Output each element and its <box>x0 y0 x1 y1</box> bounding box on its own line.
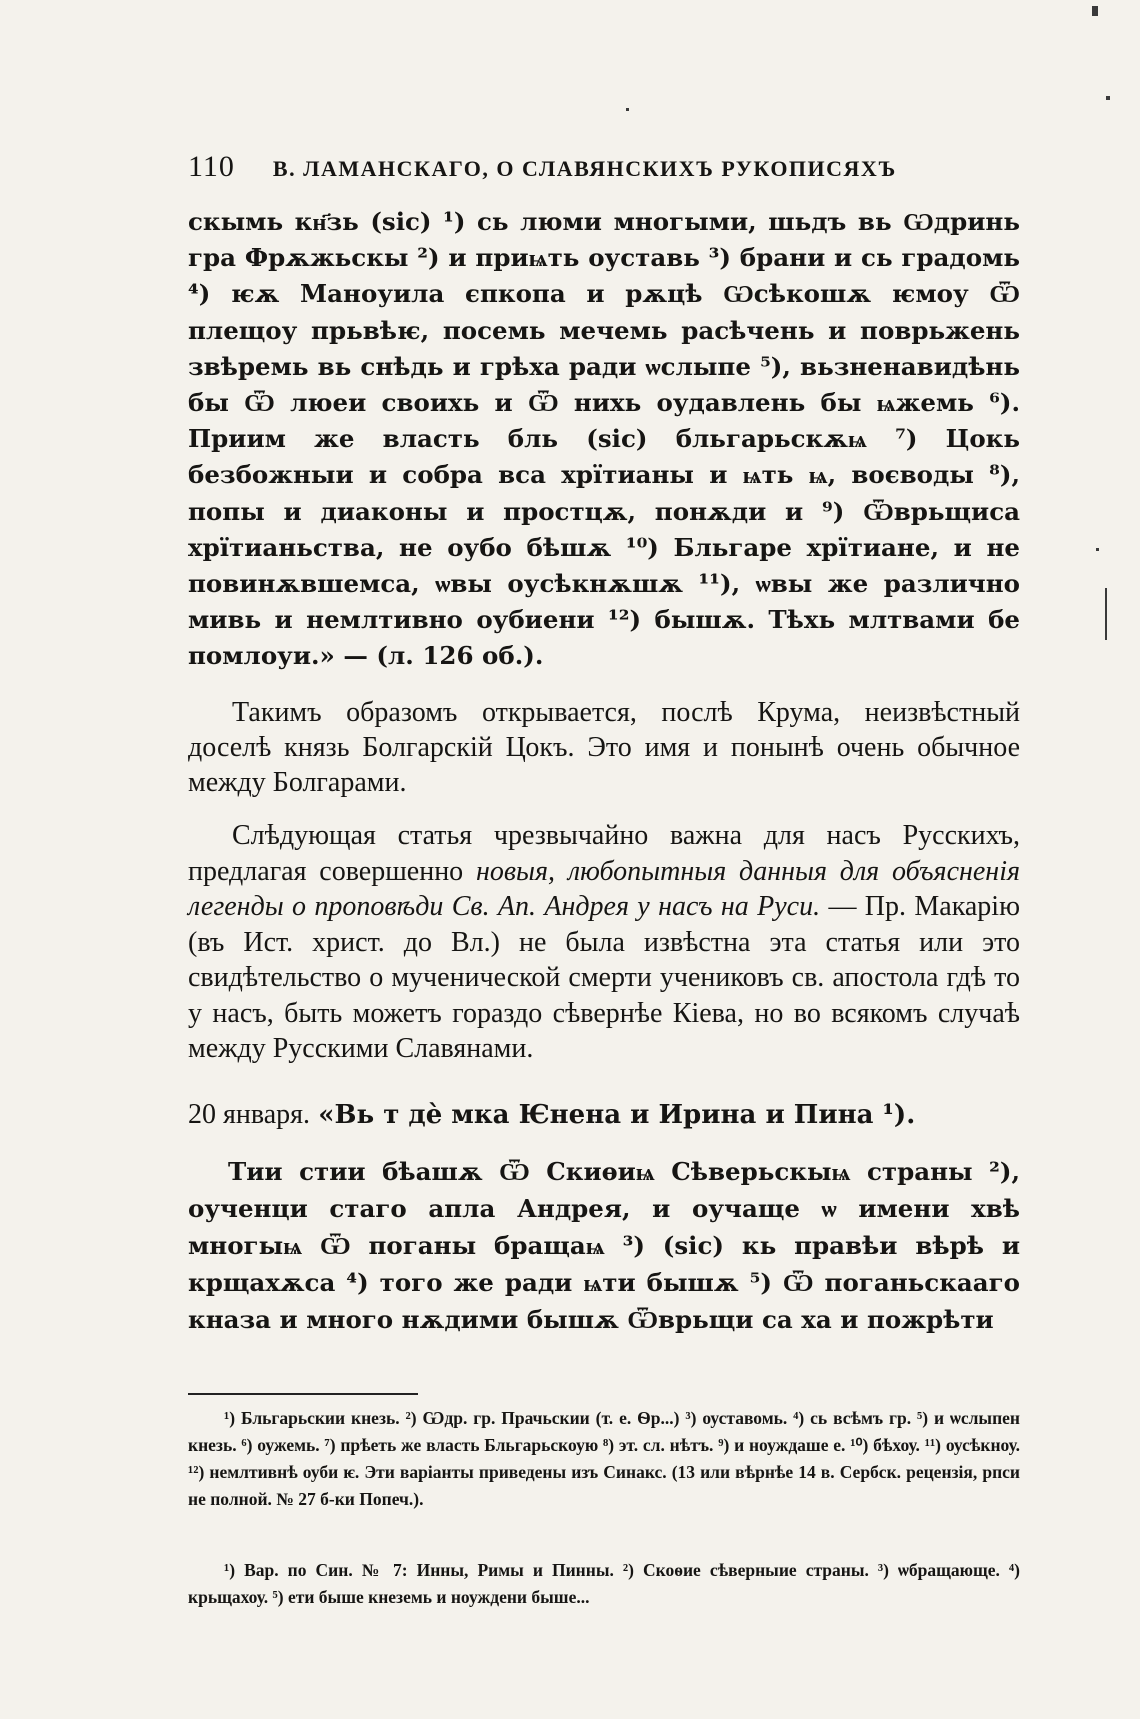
paragraph-andrew-rest: — Пр. Макарію (въ Ист. христ. до Вл.) не была извѣстна эта статья или это свидѣтельство о мученической смерти учениковъ св. апостола гдѣ то у насъ, быть можетъ гораздо сѣвернѣе Кіева, но во всякомъ случаѣ между Русскими Славянами. <box>188 891 1020 1064</box>
slavonic-passage-2: Тии стии бѣашѫ Ѿ Скиѳиѩ Сѣверьскыѩ страны ²), оученци стаго апла Андрея, и оучаще ѡ имени хвѣ многыѩ Ѿ поганы бращаѩ ³) (sic) кь правѣи вѣрѣ и крщахѫса ⁴) того же ради ѩти бышѫ ⁵) Ѿ поганьскааго кназа и много нѫдими бышѫ Ѿврьщи са ха и пожрѣти <box>188 1157 1020 1334</box>
speck-top-right <box>1092 6 1098 16</box>
running-header <box>188 150 1028 184</box>
entry-date: 20 января. <box>188 1099 311 1130</box>
edge-line-right <box>1105 588 1107 640</box>
paragraph-andrew-legend <box>188 818 1020 1067</box>
page-number: 110 <box>188 150 235 183</box>
speck-mid-right <box>1096 548 1099 551</box>
entry-heading <box>188 1098 1020 1132</box>
entry-title: «Вь т дѐ мка Ѥнена и Ирина и Пина ¹). <box>318 1100 916 1130</box>
running-title: В. ЛАМАНСКАГО, О СЛАВЯНСКИХЪ РУКОПИСЯХЪ <box>272 156 897 181</box>
speck-right-margin <box>1106 96 1110 100</box>
paragraph-andrew-italic: новыя, любопытныя данныя для объясненія легенды о проповѣди Св. Ап. Андрея у насъ на Руси. <box>188 855 1020 922</box>
footnote-rule <box>188 1393 418 1395</box>
speck-header-dot <box>626 108 629 111</box>
footnotes-first: ¹) Бльгарьскии кнезь. ²) Ѡдр. гр. Прачьскии (т. е. Ѳр...) ³) оуставомь. ⁴) сь всѣмъ гр. ⁵) и ѡслыпен кнезь. ⁶) оужемь. ⁷) прѣеть же власть Бльгарьскоую ⁸) эт. сл. нѣтъ. ⁹) и ноуждаше е. ¹⁰) бѣхоу. ¹¹) оусѣкноу. ¹²) немлтивнѣ оуби ѥ. Эти варіанты приведены изъ Синакс. (13 или вѣрнѣе 14 в. Сербск. рецензія, рпси не полной. № 27 б-ки Попеч.). <box>188 1408 1020 1509</box>
paragraph-andrew-start: Слѣдующая статья чрезвычайно важна для насъ Русскихъ, предлагая совершенно <box>188 820 1020 887</box>
slavonic-passage: скымь кн҃зь (sic) ¹) сь люми многыми, шьдъ вь Ѡдринь гра Фрѫжьскы ²) и приѩть оуставь ³) брани и сь градомь ⁴) ѥѫ Маноуила єпкопа и рѫцѣ Ѡсѣкошѫ ѥмоу Ѿ плещоу прьвѣѥ, посемь мечемь расѣчень и поврьжень звѣремь вь снѣдь и грѣха ради ѡслыпе ⁵), вьзненавидѣнь бы Ѿ люеи своихь и Ѿ нихь оудавлень бы ѩжемь ⁶). Приим же власть бль (sic) бльгарьскѫѩ ⁷) Цокь безбожныи и собра вса хрїтианы и ѩть ѩ, воєводы ⁸), попы и диаконы и простцѫ, понѫди и ⁹) Ѿврьщиса хрїтианьства, не оубо бѣшѫ ¹⁰) Бльгаре хрїтиане, и не повинѫвшемса, ѡвы оусѣкнѫшѫ ¹¹), ѡвы же различно мивь и немлтивно оубиени ¹²) бышѫ. Тѣхь млтвами бе помлоуи.» — (л. 126 об.). <box>188 207 1020 671</box>
paragraph-tsok: Такимъ образомъ открывается, послѣ Крума, неизвѣстный доселѣ князь Болгарскій Цокъ. Это имя и понынѣ очень обычное между Болгарами. <box>188 697 1020 798</box>
footnotes-second: ¹) Вар. по Син. № 7: Инны, Римы и Пинны. ²) Скоѳие сѣверныие страны. ³) ѡбращающе. ⁴) крьщахоу. ⁵) ети быше кнеземь и ноуждени быше... <box>188 1560 1020 1607</box>
